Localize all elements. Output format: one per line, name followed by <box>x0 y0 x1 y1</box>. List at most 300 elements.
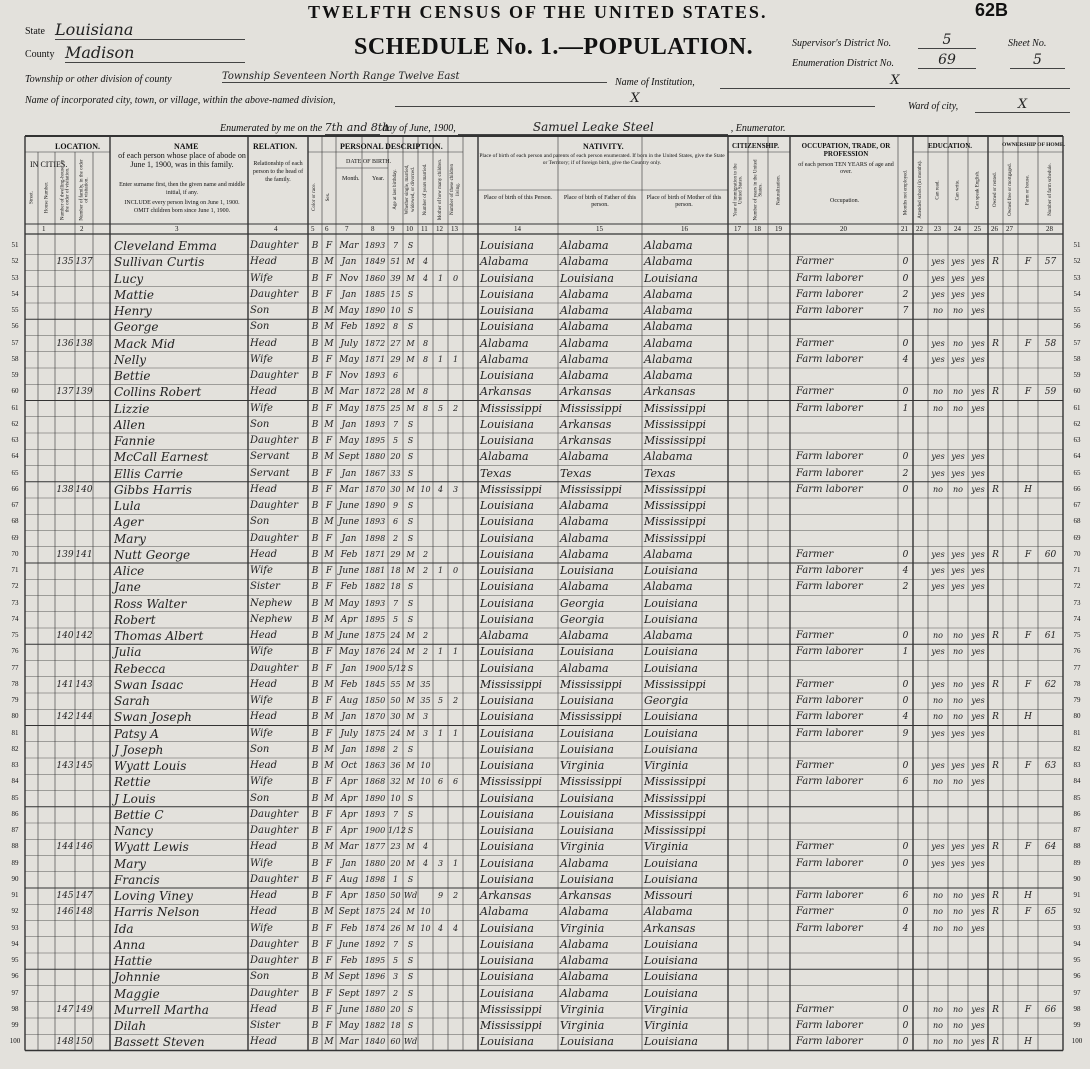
birthplace-mother: Virginia <box>644 1002 689 1016</box>
can-read: yes <box>931 761 945 770</box>
family-number: 149 <box>75 1004 93 1015</box>
birthplace-father: Louisiana <box>560 791 614 805</box>
birthplace-person: Alabama <box>480 255 529 269</box>
line-number: 51 <box>11 241 19 249</box>
sex: F <box>325 809 333 820</box>
marital-status: S <box>407 501 414 510</box>
color: B <box>311 614 319 625</box>
table-row <box>0 563 1090 579</box>
can-read: yes <box>931 842 945 852</box>
children-born: 4 <box>437 484 444 494</box>
person-name: Lula <box>114 499 141 513</box>
can-read: no <box>933 387 943 397</box>
line-number: 62 <box>11 419 19 428</box>
birthplace-father: Alabama <box>560 515 609 529</box>
line-number: 64 <box>11 452 19 461</box>
color: B <box>311 289 319 300</box>
marital-status: M <box>406 842 415 852</box>
birthplace-person: Louisiana <box>480 564 534 577</box>
color: B <box>311 874 319 885</box>
person-name: Maggie <box>114 986 160 1001</box>
can-read: yes <box>931 582 945 592</box>
birthplace-father: Mississippi <box>560 482 622 496</box>
birthplace-father: Alabama <box>560 970 609 984</box>
birthplace-person: Texas <box>480 466 512 480</box>
farm-schedule-number: 58 <box>1044 338 1057 349</box>
table-row <box>0 449 1090 465</box>
family-number: 144 <box>75 712 93 723</box>
sex: M <box>324 679 334 690</box>
months-unemployed: 2 <box>902 468 909 479</box>
birthplace-mother: Mississippi <box>644 775 706 789</box>
occupation: Farmer <box>796 548 834 560</box>
can-speak-english: yes <box>971 338 985 348</box>
birthplace-mother: Louisiana <box>644 937 698 951</box>
birthplace-person: Louisiana <box>480 580 534 594</box>
person-name: Ida <box>114 921 134 936</box>
table-row <box>0 287 1090 303</box>
line-number: 88 <box>1073 842 1081 851</box>
can-read: yes <box>931 728 945 738</box>
birth-month: Apr <box>340 793 358 804</box>
line-number: 74 <box>1073 614 1081 623</box>
farm-schedule-number: 66 <box>1044 1004 1057 1015</box>
children-living: 0 <box>452 273 459 283</box>
sex: M <box>324 452 334 463</box>
years-married: 4 <box>422 842 429 852</box>
can-read: no <box>933 777 943 787</box>
occupation: Farm laborer <box>796 353 863 365</box>
relation: Son <box>250 418 270 430</box>
color: B <box>311 712 319 723</box>
months-unemployed: 6 <box>902 777 909 788</box>
children-living: 1 <box>452 647 459 657</box>
birthplace-mother: Mississippi <box>644 531 706 545</box>
color: B <box>311 257 319 268</box>
can-write: yes <box>951 549 965 559</box>
birthplace-father: Alabama <box>560 986 609 1000</box>
color: B <box>311 1004 319 1015</box>
birthplace-person: Louisiana <box>480 726 534 740</box>
color: B <box>311 842 319 853</box>
can-read: yes <box>931 858 945 868</box>
line-number: 77 <box>1073 663 1081 672</box>
marital-status: M <box>406 354 415 364</box>
marital-status: S <box>407 826 414 835</box>
color: B <box>311 907 319 918</box>
birthplace-mother: Mississippi <box>644 807 706 821</box>
color: B <box>311 273 319 284</box>
col-occupation: OCCUPATION, TRADE, OR PROFESSION <box>801 142 891 158</box>
months-unemployed: 0 <box>902 1004 909 1015</box>
header-mother-of: Mother of how many children. <box>437 158 443 221</box>
marital-status: S <box>407 1004 414 1014</box>
birth-year: 1872 <box>364 338 386 348</box>
birthplace-mother: Georgia <box>644 694 689 707</box>
relation: Head <box>250 1003 278 1015</box>
children-living: 2 <box>452 696 459 705</box>
can-write: no <box>953 907 963 917</box>
birthplace-mother: Louisiana <box>644 661 698 675</box>
can-speak-english: yes <box>971 923 985 933</box>
months-unemployed: 6 <box>902 891 909 901</box>
birth-month: Jan <box>341 858 357 869</box>
color: B <box>311 322 319 333</box>
col-name-note1: Enter surname first, then the given name and middle initial, if any. <box>119 182 245 196</box>
sex: F <box>325 289 333 300</box>
occupation: Farmer <box>796 841 834 853</box>
can-read: yes <box>931 257 945 267</box>
county-label: County <box>25 49 55 60</box>
family-number: 137 <box>75 257 93 268</box>
owned-or-rented: R <box>992 484 999 495</box>
birth-year: 1876 <box>364 647 386 657</box>
table-row <box>0 823 1090 839</box>
birthplace-person: Louisiana <box>480 872 534 886</box>
relation: Daughter <box>250 500 298 511</box>
marital-status: S <box>407 452 414 462</box>
line-number: 59 <box>11 371 19 379</box>
birth-month: Feb <box>340 923 358 934</box>
birth-month: Jan <box>341 533 357 544</box>
person-name: Allen <box>114 417 146 432</box>
occupation: Farm laborer <box>796 565 863 576</box>
person-name: Ellis Carrie <box>114 466 183 481</box>
header-marital: Whether single, married, widowed, or divorced. <box>405 164 416 215</box>
birthplace-person: Louisiana <box>480 921 534 935</box>
marital-status: M <box>406 257 415 267</box>
can-speak-english: yes <box>971 891 985 900</box>
line-number: 73 <box>1073 598 1081 607</box>
relation: Daughter <box>250 873 298 885</box>
can-write: no <box>953 338 963 348</box>
age: 33 <box>390 468 401 478</box>
can-write: no <box>953 923 963 933</box>
table-row <box>0 742 1090 758</box>
birth-month: Oct <box>340 761 358 771</box>
can-write: yes <box>951 289 965 299</box>
line-number: 54 <box>11 289 19 298</box>
col-relation: RELATION. <box>253 142 298 151</box>
line-number: 93 <box>1073 923 1081 932</box>
table-row <box>0 628 1090 644</box>
col-name-note2: INCLUDE every person living on June 1, 1900. OMIT children born since June 1, 1900. <box>124 200 240 214</box>
line-number: 61 <box>11 403 19 412</box>
birthplace-mother: Alabama <box>644 369 693 382</box>
birthplace-person: Louisiana <box>480 856 534 870</box>
person-name: Harris Nelson <box>114 905 200 920</box>
birth-year: 1895 <box>364 956 386 965</box>
months-unemployed: 0 <box>902 452 909 463</box>
marital-status: M <box>406 712 415 722</box>
line-number: 90 <box>11 874 19 883</box>
can-speak-english: yes <box>971 257 985 267</box>
birthplace-father: Alabama <box>560 547 609 561</box>
color: B <box>311 793 319 804</box>
marital-status: S <box>407 582 414 592</box>
table-row <box>0 547 1090 563</box>
person-name: Lizzie <box>114 401 150 416</box>
line-number: 66 <box>11 484 19 493</box>
farm-or-house: F <box>1024 387 1032 398</box>
line-number: 81 <box>11 728 19 737</box>
birth-month: July <box>340 338 358 349</box>
table-row <box>0 726 1090 742</box>
occupation: Farm laborer <box>796 857 863 869</box>
farm-or-house: F <box>1024 631 1032 641</box>
table-row <box>0 644 1090 660</box>
relation: Wife <box>250 922 273 934</box>
enum-mid: day of June, 1900, <box>382 123 456 134</box>
birthplace-father: Alabama <box>560 336 609 350</box>
can-speak-english: yes <box>971 712 985 722</box>
line-number: 55 <box>11 306 19 314</box>
marital-status: S <box>407 614 414 624</box>
can-read: yes <box>931 647 945 657</box>
birthplace-father: Texas <box>560 466 592 480</box>
birthplace-person: Louisiana <box>480 271 534 285</box>
relation: Wife <box>250 727 273 739</box>
township-value: Township Seventeen North Range Twelve East <box>222 71 607 83</box>
county-value: Madison <box>65 43 245 63</box>
line-number: 66 <box>1073 484 1081 493</box>
children-born: 1 <box>437 566 444 575</box>
header-house-number: House Number. <box>43 181 49 213</box>
birthplace-mother: Louisiana <box>644 970 698 984</box>
birthplace-mother: Alabama <box>644 450 693 464</box>
relation: Son <box>250 516 270 528</box>
column-number: 24 <box>954 225 961 233</box>
color: B <box>311 777 319 788</box>
can-write: yes <box>951 842 965 852</box>
years-married: 10 <box>420 761 431 770</box>
marital-status: S <box>407 436 414 445</box>
age: 7 <box>392 241 399 250</box>
can-read: yes <box>931 549 945 559</box>
age: 2 <box>392 744 399 754</box>
column-number: 14 <box>514 225 521 233</box>
person-name: Jane <box>114 580 141 595</box>
sex: F <box>325 728 333 739</box>
line-number: 52 <box>1073 257 1081 266</box>
relation: Son <box>250 792 270 804</box>
sex: F <box>325 874 333 885</box>
column-number: 4 <box>274 225 278 233</box>
can-write: no <box>953 631 963 640</box>
can-write: yes <box>951 273 965 283</box>
birth-month: Aug <box>339 874 359 885</box>
relation: Daughter <box>250 435 298 446</box>
birthplace-mother: Mississippi <box>644 417 706 431</box>
months-unemployed: 0 <box>902 842 909 853</box>
can-speak-english: yes <box>971 679 985 689</box>
birthplace-person: Alabama <box>480 450 529 464</box>
line-number: 79 <box>1073 696 1081 704</box>
birthplace-father: Arkansas <box>560 417 612 431</box>
birthplace-mother: Mississippi <box>644 482 706 496</box>
occupation: Farm laborer <box>796 288 863 300</box>
line-number: 78 <box>1073 679 1081 688</box>
birthplace-father: Alabama <box>560 450 609 464</box>
census-title: TWELFTH CENSUS OF THE UNITED STATES. <box>308 2 768 22</box>
can-read: yes <box>931 289 945 299</box>
column-number: 20 <box>840 225 847 233</box>
birth-year: 1872 <box>364 387 386 397</box>
can-speak-english: yes <box>971 1037 985 1047</box>
line-number: 52 <box>11 257 19 266</box>
months-unemployed: 2 <box>902 582 909 593</box>
relation: Servant <box>250 451 290 463</box>
line-number: 87 <box>11 826 19 834</box>
children-living: 1 <box>452 858 459 868</box>
marital-status: S <box>407 793 414 803</box>
col-pob-father: Place of birth of Father of this person. <box>563 195 637 208</box>
line-number: 92 <box>11 907 19 916</box>
sex: F <box>325 566 333 576</box>
sex: M <box>324 1037 334 1048</box>
birthplace-mother: Alabama <box>644 547 693 561</box>
birth-month: May <box>339 598 359 609</box>
owned-or-rented: R <box>992 679 999 690</box>
institution-value: X <box>720 73 1070 89</box>
birthplace-person: Louisiana <box>480 954 534 967</box>
color: B <box>311 241 319 251</box>
birthplace-mother: Alabama <box>644 580 693 594</box>
family-number: 140 <box>75 484 93 495</box>
can-speak-english: yes <box>971 306 985 315</box>
dwelling-number: 143 <box>56 761 74 771</box>
dwelling-number: 142 <box>56 712 74 723</box>
occupation: Farm laborer <box>796 922 863 934</box>
can-write: no <box>953 696 963 705</box>
birthplace-father: Alabama <box>560 287 609 301</box>
can-write: yes <box>951 566 965 575</box>
relation: Wife <box>250 776 273 788</box>
header-naturalization: Naturalization. <box>776 174 782 205</box>
line-number: 86 <box>11 809 19 818</box>
birthplace-father: Alabama <box>560 369 609 382</box>
line-number: 95 <box>11 956 19 964</box>
birthplace-person: Louisiana <box>480 515 534 529</box>
marital-status: S <box>407 956 414 965</box>
sex: F <box>325 436 333 446</box>
occupation: Farm laborer <box>796 467 863 479</box>
column-number: 13 <box>451 225 458 233</box>
birth-year: 1890 <box>364 501 386 510</box>
color: B <box>311 403 319 414</box>
table-row <box>0 872 1090 888</box>
line-number: 77 <box>11 663 19 672</box>
line-number: 57 <box>11 338 19 347</box>
column-number: 16 <box>681 225 688 233</box>
table-row <box>0 839 1090 855</box>
owned-or-rented: R <box>992 891 999 901</box>
birthplace-father: Alabama <box>560 352 609 366</box>
dwelling-number: 145 <box>56 891 74 901</box>
farm-or-house: F <box>1024 1004 1032 1015</box>
relation: Son <box>250 321 270 333</box>
can-write: no <box>953 712 963 722</box>
months-unemployed: 0 <box>902 273 909 284</box>
header-farm: Farm or house. <box>1025 174 1031 205</box>
age: 5 <box>392 614 399 624</box>
relation: Head <box>250 630 278 641</box>
years-married: 8 <box>422 403 429 413</box>
birthplace-person: Louisiana <box>480 239 534 252</box>
occupation: Farmer <box>796 1003 834 1015</box>
birth-year: 1875 <box>364 403 386 413</box>
birthplace-mother: Alabama <box>644 304 693 317</box>
line-number: 96 <box>1073 972 1081 981</box>
can-read: no <box>933 907 943 917</box>
birthplace-father: Alabama <box>560 629 609 642</box>
table-row <box>0 352 1090 368</box>
dwelling-number: 146 <box>56 907 74 918</box>
birthplace-mother: Texas <box>644 466 676 480</box>
color: B <box>311 387 319 398</box>
enumeration-label: Enumeration District No. <box>792 58 894 69</box>
birthplace-mother: Alabama <box>644 336 693 350</box>
family-number: 145 <box>75 761 93 771</box>
can-speak-english: yes <box>971 631 985 640</box>
can-speak-english: yes <box>971 842 985 852</box>
children-living: 0 <box>452 566 459 575</box>
birthplace-person: Louisiana <box>480 531 534 545</box>
years-married: 3 <box>422 712 429 722</box>
can-read: no <box>933 1037 943 1047</box>
line-number: 84 <box>11 777 19 786</box>
marital-status: S <box>407 533 414 543</box>
birth-year: 1893 <box>364 809 386 819</box>
person-name: Anna <box>114 937 146 952</box>
birthplace-father: Virginia <box>560 759 605 772</box>
birthplace-person: Louisiana <box>480 840 534 854</box>
column-number: 10 <box>406 225 413 233</box>
col-pob-person: Place of birth of this Person. <box>483 195 553 201</box>
birthplace-mother: Alabama <box>644 905 693 919</box>
marital-status: M <box>406 728 415 738</box>
person-name: Mary <box>114 531 146 546</box>
person-name: Loving Viney <box>114 889 193 903</box>
farm-or-house: F <box>1024 257 1032 268</box>
line-number: 97 <box>1073 988 1081 997</box>
age: 50 <box>390 891 401 900</box>
header-color: Color or race. <box>312 183 318 211</box>
line-number: 88 <box>11 842 19 851</box>
person-name: Lucy <box>114 271 144 286</box>
children-living: 1 <box>452 728 459 738</box>
children-born: 4 <box>437 923 444 933</box>
owned-or-rented: R <box>992 712 999 723</box>
color: B <box>311 679 319 690</box>
occupation: Farmer <box>796 678 834 690</box>
can-read: no <box>933 484 943 494</box>
can-speak-english: yes <box>971 452 985 462</box>
birthplace-father: Alabama <box>560 661 609 675</box>
sex: M <box>324 257 334 268</box>
person-name: Bassett Steven <box>114 1035 205 1050</box>
occupation: Farm laborer <box>796 727 863 739</box>
birthplace-mother: Louisiana <box>644 872 698 886</box>
birthplace-father: Arkansas <box>560 434 612 447</box>
line-number: 60 <box>11 387 19 396</box>
birth-month: Jan <box>341 712 357 723</box>
dwelling-number: 137 <box>56 387 74 398</box>
line-number: 79 <box>11 696 19 704</box>
birthplace-person: Louisiana <box>480 759 534 772</box>
marital-status: S <box>407 939 414 949</box>
family-number: 141 <box>75 549 93 560</box>
